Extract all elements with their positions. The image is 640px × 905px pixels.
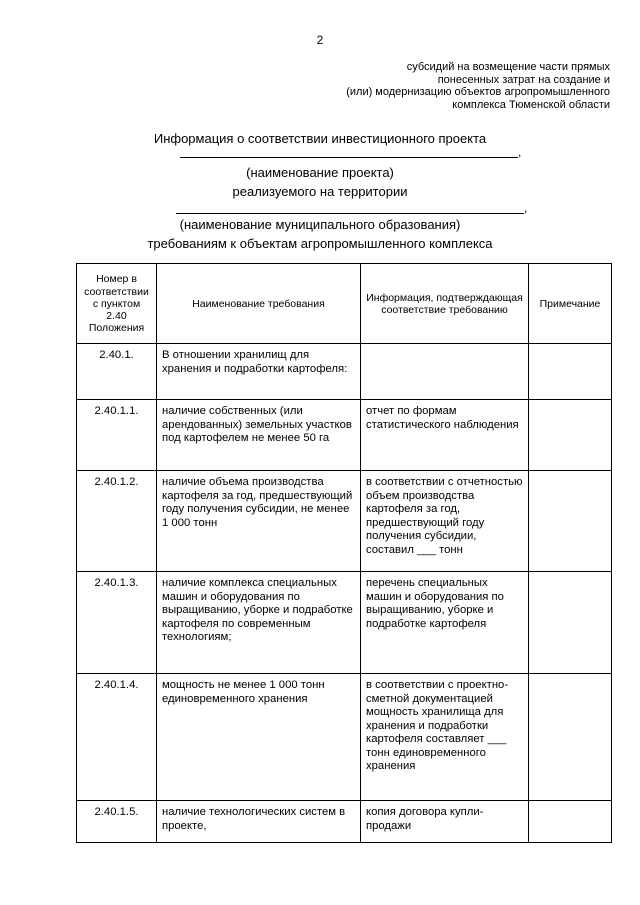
requirement-cell: В отношении хранилищ для хранения и подработки картофеля: [157,344,361,400]
row-number: 2.40.1.4. [77,674,157,801]
info-cell: в соответствии с отчетностью объем производства картофеля за год, предшествующий году получения субсидии, составил ___ тонн [361,471,529,572]
table-row [77,344,612,400]
title-line-5: требованиям к объектам агропромышленного комплекса [147,236,493,251]
requirement-cell: мощность не менее 1 000 тонн единовременного хранения [157,674,361,801]
header-note [346,61,610,111]
note-cell [529,471,612,572]
title-line-1: Информация о соответствии инвестиционного проекта [153,131,487,146]
row-number: 2.40.1.3. [77,572,157,674]
requirement-cell: наличие комплекса специальных машин и оборудования по выращиванию, уборке и подработке картофеля по современным технологиям; [157,572,361,674]
info-cell: перечень специальных машин и оборудования по выращиванию, уборке и подработке картофеля [361,572,529,674]
row-number: 2.40.1.2. [77,471,157,572]
table-row [77,471,612,572]
info-cell: копия договора купли-продажи [361,801,529,843]
table-row [77,674,612,801]
title-line-2: (наименование проекта) [246,165,394,180]
row-number: 2.40.1.1. [77,400,157,471]
note-cell [529,400,612,471]
requirement-cell: наличие технологических систем в проекте, [157,801,361,843]
requirement-cell: наличие объема производства картофеля за год, предшествующий году получения субсидии, не менее 1 000 тонн [157,471,361,572]
table-row [77,572,612,674]
municipality-underline [176,213,524,214]
column-header: Номер в соответствии с пунктом 2.40 Положения [77,264,157,344]
note-cell [529,344,612,400]
row-number: 2.40.1. [77,344,157,400]
title-line-3: реализуемого на территории [232,184,408,199]
note-cell [529,801,612,843]
header-note-line: понесенных затрат на создание и [437,73,610,86]
requirements-table [76,263,612,843]
requirement-cell: наличие собственных (или арендованных) земельных участков под картофелем не менее 50 га [157,400,361,471]
header-note-line: субсидий на возмещение части прямых [406,61,610,73]
title-comma: , [518,145,522,159]
title-line-4: (наименование муниципального образования) [179,217,461,232]
header-note-line: комплекса Тюменской области [452,98,610,111]
table-row [77,400,612,471]
row-number: 2.40.1.5. [77,801,157,843]
info-cell [361,344,529,400]
info-cell: в соответствии с проектно-сметной документацией мощность хранилища для хранения и подработки картофеля составляет ___ тонн единовременного хранения [361,674,529,801]
page-number: 2 [316,33,324,47]
header-note-line: (или) модернизацию объектов агропромышленного [346,86,610,99]
column-header: Информация, подтверждающая соответствие требованию [361,264,529,344]
table-header-row [77,264,612,344]
column-header: Наименование требования [157,264,361,344]
project-name-underline [180,157,518,158]
title-comma: , [524,201,528,215]
table-row [77,801,612,843]
info-cell: отчет по формам статистического наблюдения [361,400,529,471]
note-cell [529,674,612,801]
column-header: Примечание [529,264,612,344]
note-cell [529,572,612,674]
